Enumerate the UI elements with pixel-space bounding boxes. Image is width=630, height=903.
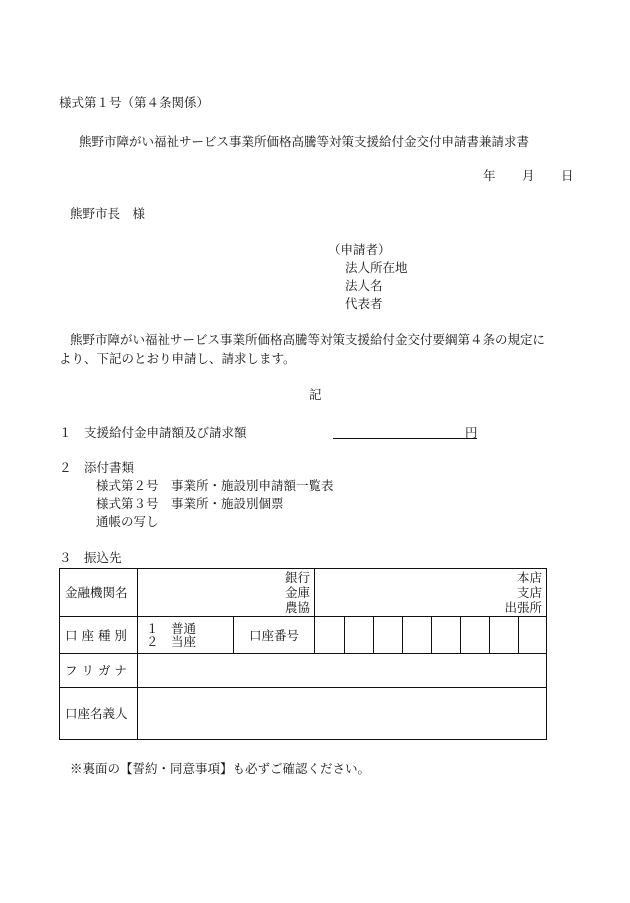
- account-kind-current: ２ 当座: [146, 634, 197, 649]
- applicant-address-label: 法人所在地: [345, 260, 408, 275]
- branch-name-cell[interactable]: [315, 569, 547, 617]
- account-digit-cell[interactable]: [345, 617, 374, 654]
- account-kind-cell[interactable]: [138, 617, 234, 654]
- account-kind-ordinary: １ 普通: [146, 621, 197, 636]
- date-day-label: 日: [561, 168, 574, 183]
- furigana-field[interactable]: [138, 654, 547, 688]
- confirmation-note: ※裏面の【誓約・同意事項】も必ずご確認ください。: [70, 761, 371, 776]
- account-digit-cell[interactable]: [315, 617, 345, 654]
- item2-number: ２: [59, 460, 72, 475]
- attached-doc: 様式第２号 事業所・施設別申請額一覧表: [96, 478, 334, 493]
- institution-name-cell[interactable]: [138, 569, 315, 617]
- account-digit-cell[interactable]: [374, 617, 403, 654]
- attached-doc: 通帳の写し: [96, 514, 159, 529]
- document-title: 熊野市障がい福祉サービス事業所価格高騰等対策支援給付金交付申請書兼請求書: [79, 134, 530, 149]
- account-number-label: 口座番号: [234, 617, 315, 654]
- body-text-line1: 熊野市障がい福祉サービス事業所価格高騰等対策支援給付金交付要綱第４条の規定に: [70, 332, 546, 347]
- amount-field-underline[interactable]: [333, 438, 477, 439]
- item3-label: 振込先: [84, 550, 122, 565]
- item3-number: ３: [59, 550, 72, 565]
- account-digit-cell[interactable]: [403, 617, 432, 654]
- bank-account-table: [59, 568, 547, 740]
- addressee: 熊野市長 様: [70, 206, 146, 221]
- form-number: 様式第１号（第４条関係）: [59, 95, 210, 110]
- attached-doc: 様式第３号 事業所・施設別個票: [96, 496, 284, 511]
- account-digit-cell[interactable]: [490, 617, 519, 654]
- item2-label: 添付書類: [84, 460, 135, 475]
- institution-label: 金融機関名: [60, 569, 138, 617]
- account-digit-cell[interactable]: [461, 617, 490, 654]
- body-text-line2: より、下記のとおり申請し、請求します。: [59, 351, 296, 366]
- applicant-heading: （申請者）: [328, 242, 391, 257]
- applicant-name-label: 法人名: [345, 278, 383, 293]
- account-holder-label: 口座名義人: [60, 688, 138, 740]
- date-month-label: 月: [522, 168, 535, 183]
- branch-type-sub: 出張所: [504, 600, 542, 615]
- bank-type-shinkin: 金庫: [284, 585, 310, 600]
- branch-type-main: 本店: [516, 570, 542, 585]
- item1-number: １: [59, 425, 72, 440]
- bank-type-bank: 銀行: [284, 570, 310, 585]
- date-year-label: 年: [483, 168, 496, 183]
- applicant-representative-label: 代表者: [345, 296, 383, 311]
- bank-type-ja: 農協: [284, 600, 310, 615]
- account-holder-field[interactable]: [138, 688, 547, 740]
- account-digit-cell[interactable]: [432, 617, 461, 654]
- branch-type-branch: 支店: [516, 585, 542, 600]
- item1-unit: 円: [465, 425, 478, 440]
- account-type-label: 口 座 種 別: [60, 617, 138, 654]
- account-digit-cell[interactable]: [519, 617, 547, 654]
- item1-label: 支援給付金申請額及び請求額: [84, 425, 247, 440]
- furigana-label: フ リ ガ ナ: [60, 654, 138, 688]
- ki-heading: 記: [309, 387, 322, 402]
